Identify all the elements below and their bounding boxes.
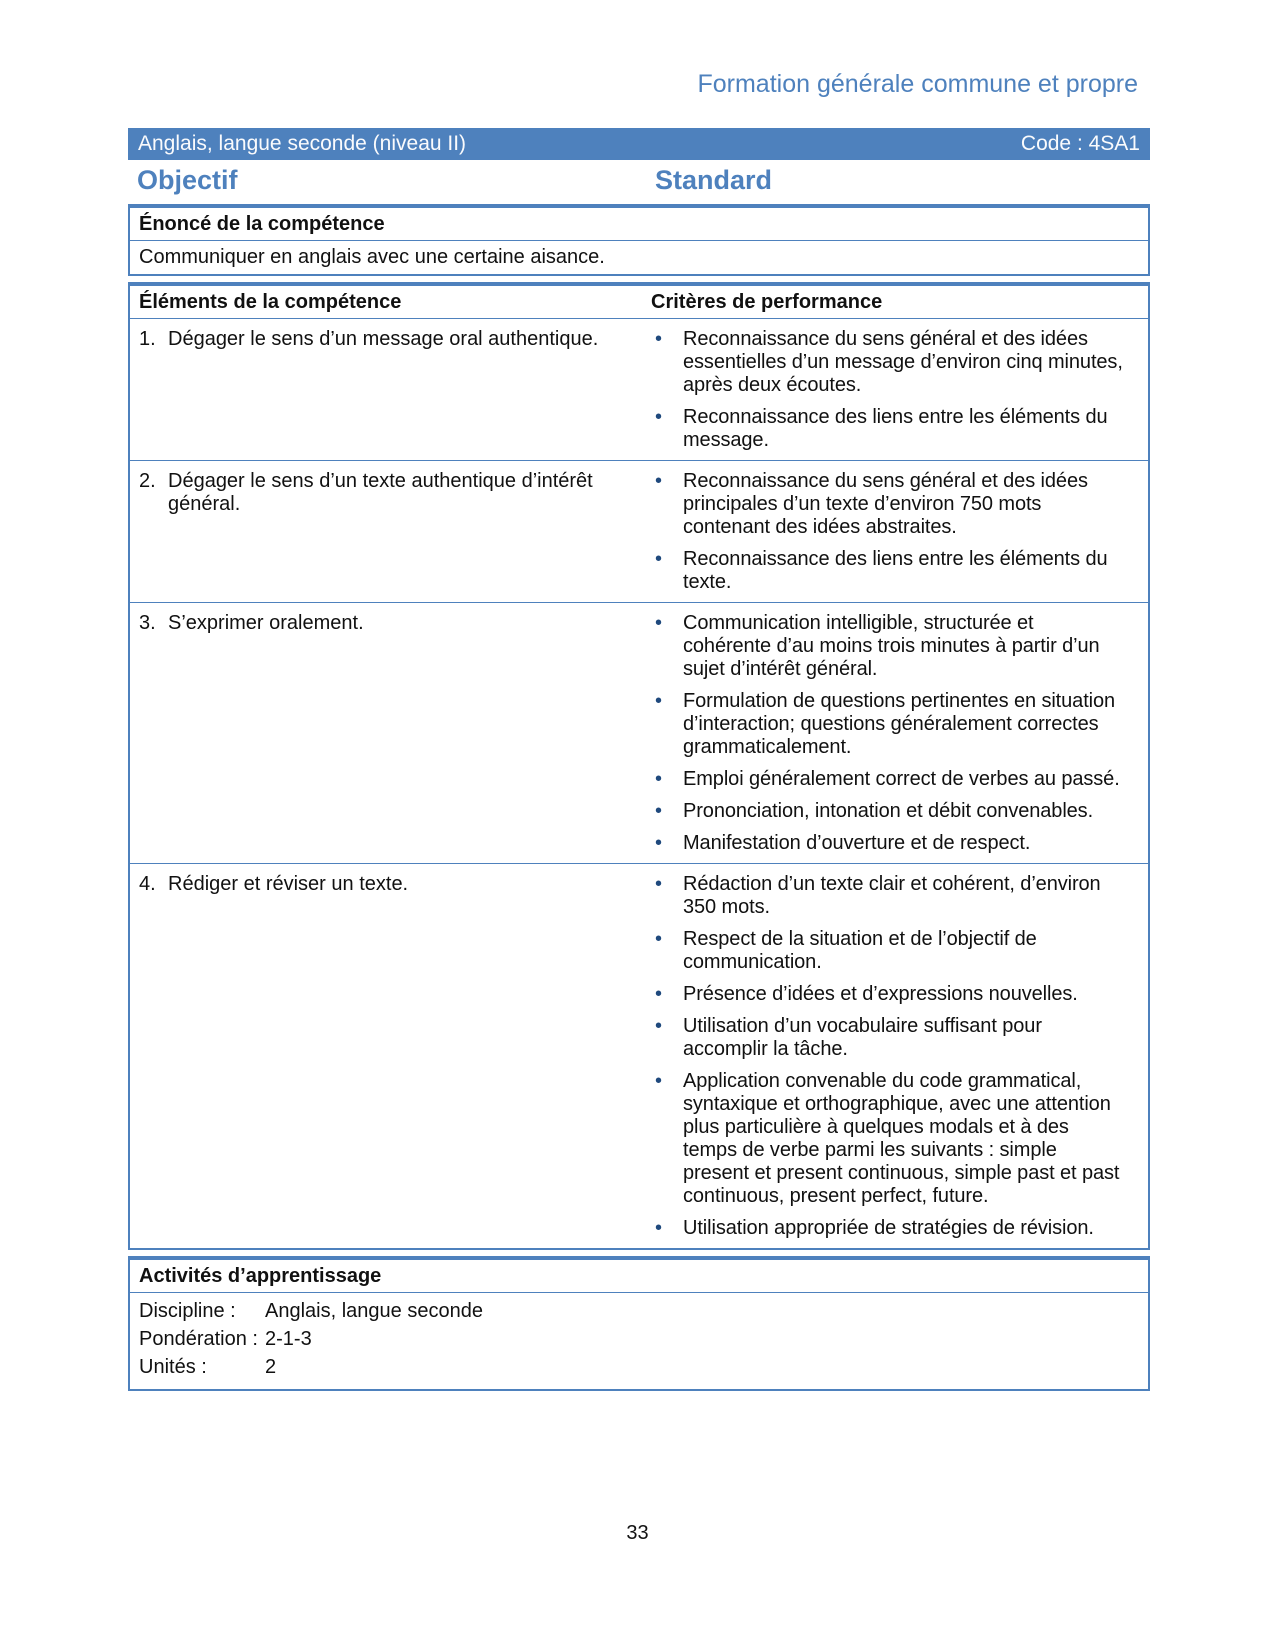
criteria-item	[653, 548, 1148, 594]
table-body	[130, 319, 1148, 1248]
criteria-text: Utilisation d’un vocabulaire suffisant pour accomplir la tâche.	[683, 1015, 1042, 1060]
page-content	[128, 0, 1150, 1391]
table-row	[130, 864, 1148, 1248]
bullet-icon: •	[655, 873, 663, 895]
field-value: 2-1-3	[265, 1328, 312, 1350]
criteria-cell	[647, 603, 1148, 863]
criteria-list	[653, 873, 1148, 1240]
criteria-text: Utilisation appropriée de stratégies de révision.	[683, 1217, 1094, 1239]
criteria-item	[653, 612, 1148, 681]
criteria-item	[653, 470, 1148, 539]
bullet-icon: •	[655, 983, 663, 1005]
enonce-body: Communiquer en anglais avec une certaine aisance.	[139, 246, 605, 268]
criteria-text: Reconnaissance des liens entre les éléments du message.	[683, 406, 1108, 451]
table-row	[130, 461, 1148, 603]
criteria-text: Formulation de questions pertinentes en situation d’interaction; questions généralement correctes grammaticalement.	[683, 690, 1116, 758]
competence-table	[128, 282, 1150, 1250]
bullet-icon: •	[655, 406, 663, 428]
element-cell	[130, 864, 647, 1248]
bullet-icon: •	[655, 1217, 663, 1239]
element-text: Rédiger et réviser un texte.	[168, 873, 409, 895]
element-number: 4.	[139, 873, 156, 895]
element-text: S’exprimer oralement.	[168, 612, 364, 634]
course-banner	[128, 128, 1150, 160]
criteria-item	[653, 800, 1148, 823]
criteria-list	[653, 328, 1148, 452]
criteria-text: Reconnaissance du sens général et des idées principales d’un texte d’environ 750 mots contenant des idées abstraites.	[683, 470, 1088, 538]
criteria-cell	[647, 319, 1148, 460]
activites-field-row	[139, 1300, 1140, 1323]
criteria-list	[653, 612, 1148, 855]
element-text: Dégager le sens d’un message oral authentique.	[168, 328, 599, 350]
criteria-text: Application convenable du code grammatical, syntaxique et orthographique, avec une attention plus particulière à quelques modals et à des temps de verbe parmi les suivants : simple present et present continuous, simple past et past continuous, present perfect, future.	[683, 1070, 1120, 1207]
bullet-icon: •	[655, 1015, 663, 1037]
enonce-header: Énoncé de la compétence	[130, 208, 1148, 241]
criteria-text: Emploi généralement correct de verbes au passé.	[683, 768, 1120, 790]
element-cell	[130, 319, 647, 460]
criteria-item	[653, 983, 1148, 1006]
criteria-text: Respect de la situation et de l’objectif de communication.	[683, 928, 1037, 973]
bullet-icon: •	[655, 800, 663, 822]
activites-box	[128, 1256, 1150, 1391]
table-row	[130, 603, 1148, 864]
page-number: 33	[626, 1522, 649, 1544]
bullet-icon: •	[655, 928, 663, 950]
bullet-icon: •	[655, 548, 663, 570]
objectif-heading: Objectif	[137, 165, 238, 195]
bullet-icon: •	[655, 768, 663, 790]
criteria-item	[653, 873, 1148, 919]
criteria-text: Reconnaissance des liens entre les éléments du texte.	[683, 548, 1108, 593]
element-cell	[130, 603, 647, 863]
criteria-cell	[647, 461, 1148, 602]
bullet-icon: •	[655, 1070, 663, 1092]
criteria-item	[653, 832, 1148, 855]
field-label: Unités :	[139, 1356, 207, 1378]
criteria-item	[653, 768, 1148, 791]
activites-field-row	[139, 1328, 1140, 1351]
element-number: 2.	[139, 470, 156, 492]
section-headings	[128, 162, 1150, 198]
course-title: Anglais, langue seconde (niveau II)	[138, 132, 467, 155]
course-code: Code : 4SA1	[1020, 132, 1140, 155]
field-label: Discipline :	[139, 1300, 236, 1322]
field-value: 2	[265, 1356, 277, 1378]
table-row	[130, 319, 1148, 461]
element-cell	[130, 461, 647, 602]
criteria-text: Reconnaissance du sens général et des idées essentielles d’un message d’environ cinq minutes, après deux écoutes.	[683, 328, 1123, 396]
element-number: 3.	[139, 612, 156, 634]
column-header-elements: Éléments de la compétence	[139, 291, 402, 313]
bullet-icon: •	[655, 612, 663, 634]
criteria-text: Rédaction d’un texte clair et cohérent, d’environ 350 mots.	[683, 873, 1101, 918]
bullet-icon: •	[655, 832, 663, 854]
criteria-item	[653, 406, 1148, 452]
criteria-item	[653, 1217, 1148, 1240]
table-header-row	[130, 286, 1148, 319]
criteria-text: Communication intelligible, structurée et cohérente d’au moins trois minutes à partir d’un sujet d’intérêt général.	[683, 612, 1100, 680]
field-value: Anglais, langue seconde	[265, 1300, 483, 1322]
column-header-criteres: Critères de performance	[651, 291, 883, 313]
criteria-item	[653, 1015, 1148, 1061]
criteria-text: Manifestation d’ouverture et de respect.	[683, 832, 1031, 854]
bullet-icon: •	[655, 328, 663, 350]
activites-body	[130, 1293, 1148, 1389]
activites-field-row	[139, 1356, 1140, 1379]
element-number: 1.	[139, 328, 156, 350]
element-text: Dégager le sens d’un texte authentique d’intérêt général.	[168, 470, 593, 515]
bullet-icon: •	[655, 470, 663, 492]
criteria-text: Présence d’idées et d’expressions nouvelles.	[683, 983, 1078, 1005]
criteria-item	[653, 928, 1148, 974]
field-label: Pondération :	[139, 1328, 258, 1350]
criteria-list	[653, 470, 1148, 594]
criteria-item	[653, 1070, 1148, 1208]
bullet-icon: •	[655, 690, 663, 712]
activites-header: Activités d’apprentissage	[130, 1260, 1148, 1293]
enonce-box	[128, 204, 1150, 276]
criteria-item	[653, 690, 1148, 759]
criteria-item	[653, 328, 1148, 397]
standard-heading: Standard	[655, 165, 773, 195]
running-header: Formation générale commune et propre	[697, 70, 1138, 98]
criteria-cell	[647, 864, 1148, 1248]
criteria-text: Prononciation, intonation et débit convenables.	[683, 800, 1094, 822]
